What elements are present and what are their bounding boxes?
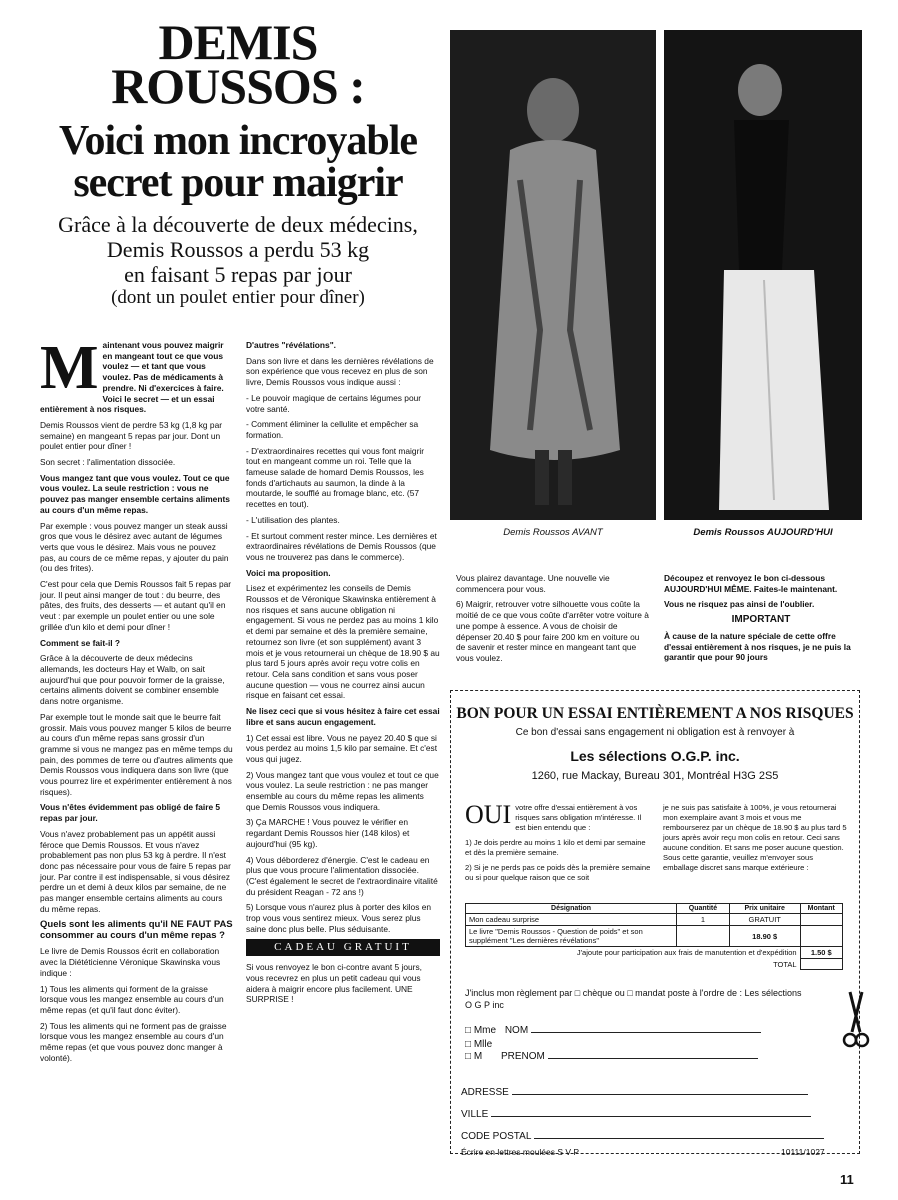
section-heading: Ne lisez ceci que si vous hésitez à faire cet essai libre et sans aucun engagement. <box>246 706 440 727</box>
table-cell: 1.50 $ <box>800 947 842 959</box>
numbered-item: 5) Lorsque vous n'aurez plus à porter des kilos en trop vous vous sentirez mieux. Vous serez plus saine donc plus belle. Plus séduisante. <box>246 902 432 934</box>
payment-text: J'inclus mon règlement par □ chèque ou □ mandat poste à l'ordre de : Les sélections O G P inc <box>465 988 802 1010</box>
order-coupon <box>450 690 860 1157</box>
gift-banner: CADEAU GRATUIT <box>246 939 440 956</box>
paragraph: Grâce à la découverte de deux médecins allemands, les docteurs Hay et Walb, on sait aujourd'hui que pour pouvoir former de la graisse, certains aliments doivent se combiner ensemble dans notre organisme. <box>40 653 225 707</box>
table-cell: TOTAL <box>773 959 797 969</box>
paragraph-bold: Vous mangez tant que vous voulez. Tout ce que vous voulez. La seule restriction : vous ne pouvez pas manger ensemble certains aliments au cours d'un même repas. <box>40 472 230 515</box>
photo-after <box>664 30 862 520</box>
article-column-1 <box>40 334 234 1068</box>
table-cell: 18.90 $ <box>729 926 800 947</box>
article-column-2 <box>246 340 440 1010</box>
total-cell[interactable] <box>800 959 842 970</box>
prenom-label: PRENOM <box>500 1051 545 1062</box>
paragraph: Par exemple tout le monde sait que le beurre fait grossir. Mais vous pouvez manger 5 kilos de beurre au cours d'un même repas sans grossir d'un gramme si vous ne mangez pas en même temps du pain, des pommes de terre ou d'autres aliments que Demis Roussos vous indiquera dans son livre (que vous pourrez lire et expérimenter entièrement à nos risques). <box>40 711 233 797</box>
table-cell[interactable] <box>800 914 842 926</box>
headline-name-line1: DEMIS <box>158 14 318 70</box>
paragraph: C'est pour cela que Demis Roussos fait 5 repas par jour. Il peut ainsi manger de tout : du beurre, des pâtes, des fruits, des desserts — et autant qu'il en veut : par exemple un poulet entier ou une sole grillée d'un kilo et demi pour dîner ! <box>40 579 232 632</box>
list-item: - Le pouvoir magique de certains légumes pour votre santé. <box>246 392 422 414</box>
intro-paragraph: aintenant vous pouvez maigrir en mangeant tout ce que vous voulez — et tant que vous voulez. Pas de médicaments à prendre. Ni d'exercices à faire. Voici le secret — et un essai entièrement à nos risques. <box>40 340 224 415</box>
checkbox-m[interactable]: □ M <box>465 1051 483 1062</box>
table-row <box>466 947 843 959</box>
dropcap: M <box>40 334 99 402</box>
coupon-right-text <box>663 803 849 878</box>
reference-code: 10111/1027 <box>781 1147 825 1157</box>
coupon-paragraph: 2) Si je ne perds pas ce poids dès la première semaine ou si pour quelque raison que ce soit <box>465 863 651 882</box>
code-postal-label: CODE POSTAL <box>461 1131 532 1142</box>
nom-field[interactable] <box>531 1032 761 1033</box>
important-heading: IMPORTANT <box>731 614 791 626</box>
paragraph: Par exemple : vous pouvez manger un steak aussi gros que vous le désirez avec autant de légumes verts que vous le désirez. Mais vous ne pouvez pas, au cours de ce même repas, y ajouter du pain (ou des frites). <box>40 520 229 574</box>
numbered-item: 2) Vous mangez tant que vous voulez et tout ce que vous voulez. La seule restriction : ne pas manger ensemble au cours du même repas les aliments que Demis Roussos vous indiquera. <box>246 769 439 812</box>
checkbox-mme[interactable]: □ Mme <box>465 1025 497 1036</box>
coupon-title: BON POUR UN ESSAI ENTIÈREMENT A NOS RISQUES <box>456 705 854 722</box>
list-item: - Comment éliminer la cellulite et empêcher sa formation. <box>246 419 419 440</box>
photo-after-figure <box>664 30 862 520</box>
numbered-item: 1) Cet essai est libre. Vous ne payez 20.40 $ que si vous perdez au moins 1,5 kilo par semaine. Et c'est vous qui jugez. <box>246 732 438 764</box>
ville-field[interactable] <box>491 1116 811 1117</box>
coupon-left-text <box>465 800 653 888</box>
nom-label: NOM <box>504 1025 529 1036</box>
article-column-3 <box>456 573 650 669</box>
cta-paragraph: Découpez et renvoyez le bon ci-dessous AUJOURD'HUI MÊME. Faites-le maintenant. <box>664 573 838 594</box>
table-cell: Mon cadeau surprise <box>466 914 677 926</box>
section-heading: Quels sont les aliments qu'il NE FAUT PAS consommer au cours d'un même repas ? <box>40 919 233 942</box>
paragraph: 1) Tous les aliments qui forment de la graisse lorsque vous les mangez ensemble au cours d'un même repas (et qu'il faut donc éviter). <box>40 983 224 1015</box>
photo-before-figure <box>450 30 656 520</box>
table-row <box>466 926 843 947</box>
section-heading: Voici ma proposition. <box>246 567 331 578</box>
coupon-paragraph: votre offre d'essai entièrement à vos risques sans obligation m'intéresse. Il est bien entendu que : <box>515 803 642 832</box>
checkbox-mlle[interactable]: □ Mlle <box>465 1039 493 1050</box>
table-cell: 1 <box>677 914 730 926</box>
subheadline-line1: Grâce à la découverte de deux médecins, <box>58 212 418 237</box>
paragraph-bold: À cause de la nature spéciale de cette offre d'essai entièrement à nos risques, je ne puis la garantir que pour 90 jours <box>664 630 851 663</box>
headline-title-line1: Voici mon incroyable <box>58 118 418 164</box>
paragraph: Demis Roussos vient de perdre 53 kg (1,8 kg par semaine) en mangeant 5 repas par jour. Dont un poulet entier pour dîner ! <box>40 419 223 452</box>
table-cell[interactable] <box>800 926 842 947</box>
paragraph: 2) Tous les aliments qui ne forment pas de graisse lorsque vous les mangez ensemble au cours d'un même repas (et que vous pouvez donc manger à volonté). <box>40 1020 227 1063</box>
adresse-field[interactable] <box>512 1094 808 1095</box>
paragraph: Lisez et expérimentez les conseils de Demis Roussos et de Véronique Skawinska entièrement à nos risques et sans aucune obligation ni engagement. Si vous ne perdez pas au moins 1 kilo et demi par semaine et dès la première semaine, retournez son livre (et son supplément) avant 3 mois et je vous retournerai un chèque de 18.90 $ au plus tard 5 jours après avoir reçu votre colis en retour. Cela sans condition et sans vous poser aucune question — vous ne courrez ainsi aucun risque en faisant cet essai. <box>246 583 440 701</box>
caption-after: Demis Roussos AUJOURD'HUI <box>693 527 833 538</box>
oui-word: OUI <box>465 800 512 829</box>
numbered-item: 3) Ça MARCHE ! Vous pouvez le vérifier en regardant Demis Roussos hier (148 kilos) et aujourd'hui (95 kg). <box>246 817 410 849</box>
list-item: - L'utilisation des plantes. <box>246 514 340 525</box>
adresse-label: ADRESSE <box>461 1087 509 1098</box>
numbered-item: 4) Vous déborderez d'énergie. C'est le cadeau en plus que vous procure l'alimentation dissociée. (C'est également le secret de l'extraordinaire vitalité du président Reagan - 72 ans !) <box>246 854 438 897</box>
paragraph: Si vous renvoyez le bon ci-contre avant 5 jours, vous recevrez en plus un petit cadeau qui vous aidera à maigrir encore plus facilement. UNE SURPRISE ! <box>246 962 422 1005</box>
coupon-company: Les sélections O.G.P. inc. <box>570 748 740 764</box>
adresse-row <box>461 1087 821 1098</box>
subheadline-line4: (dont un poulet entier pour dîner) <box>111 287 365 308</box>
coupon-paragraph: 1) Je dois perdre au moins 1 kilo et demi par semaine et dès la première semaine. <box>465 838 646 857</box>
table-header: Désignation <box>466 904 677 914</box>
article-column-4 <box>664 573 858 668</box>
table-row <box>466 959 843 970</box>
scissors-icon <box>842 990 870 1050</box>
name-fields <box>465 1025 805 1065</box>
code-postal-row <box>461 1131 841 1142</box>
subheadline-line3: en faisant 5 repas par jour <box>124 262 352 287</box>
headline-title-line2: secret pour maigrir <box>73 160 403 206</box>
ecrire-note: Écrire en lettres moulées S V P <box>461 1147 580 1157</box>
section-heading: Vous n'êtes évidemment pas obligé de faire 5 repas par jour. <box>40 802 221 824</box>
paragraph: Dans son livre et dans les dernières révélations de son expérience que vous recevez en plus de son livre, Demis Roussos vous indique aussi : <box>246 355 434 388</box>
table-header-row <box>466 904 843 914</box>
headline-name-line2: ROUSSOS : <box>111 58 365 114</box>
ville-row <box>461 1109 821 1120</box>
caption-before: Demis Roussos AVANT <box>503 527 603 538</box>
numbered-item: 6) Maigrir, retrouver votre silhouette vous coûte la moitié de ce que vous coûte d'arrêter votre voiture à une pompe à essence. A vous de choisir de dépenser 20.40 $ pour faire 200 km en voiture ou de savenir et rester mince en mangeant tant que vous voulez. <box>456 599 649 663</box>
table-cell[interactable] <box>677 926 730 947</box>
page-number: 11 <box>840 1172 854 1187</box>
section-heading: D'autres "révélations". <box>246 340 336 350</box>
coupon-address: 1260, rue Mackay, Bureau 301, Montréal H3G 2S5 <box>531 770 779 782</box>
table-row <box>466 914 843 926</box>
subheadline-line2: Demis Roussos a perdu 53 kg <box>106 237 370 262</box>
list-item: - D'extraordinaires recettes qui vous font maigrir tout en mangeant comme un roi. Telle que la fameuse salade de homard Demis Roussos, les fonds d'artichauts au saumon, la dinde à la moutarde, le soufflé au fromage blanc, etc. (57 recettes en tout). <box>246 445 425 510</box>
table-cell: Le livre "Demis Roussos - Question de poids" et son supplément "Les dernières révélations" <box>466 926 677 947</box>
table-header: Prix unitaire <box>729 904 800 914</box>
ville-label: VILLE <box>461 1109 489 1120</box>
paragraph: Vous plairez davantage. Une nouvelle vie commencera pour vous. <box>456 573 610 594</box>
section-heading: Comment se fait-il ? <box>40 637 121 648</box>
table-header: Montant <box>800 904 842 914</box>
order-table <box>465 903 843 970</box>
code-postal-field[interactable] <box>534 1138 824 1139</box>
table-cell: GRATUIT <box>729 914 800 926</box>
table-header: Quantité <box>677 904 730 914</box>
list-item: - Et surtout comment rester mince. Les dernières et extraordinaires révélations de Demis Roussos (que vous ne trouverez pas dans le commerce). <box>246 530 437 562</box>
paragraph: Vous n'avez probablement pas un appétit aussi féroce que Demis Roussos. Et vous n'avez probablement pas non plus 53 kg à perdre. Il n'est donc pas nécessaire pour vous de faire 5 repas par jour. Par contre il est indispensable, si vous désirez perdre un et demi à deux kilos par semaine, de ne pas manger ensemble certains aliments au cours du même repas. <box>40 828 231 914</box>
prenom-field[interactable] <box>548 1058 758 1059</box>
table-cell: J'ajoute pour participation aux frais de manutention et d'expédition <box>576 948 797 958</box>
headline <box>40 14 436 308</box>
paragraph: Son secret : l'alimentation dissociée. <box>40 457 176 468</box>
paragraph: Le livre de Demis Roussos écrit en collaboration avec la Diététicienne Véronique Skawinska vous indique : <box>40 946 221 978</box>
coupon-subtitle: Ce bon d'essai sans engagement ni obligation est à renvoyer à <box>515 727 795 738</box>
coupon-paragraph: je ne suis pas satisfaite à 100%, je vous retournerai mon exemplaire avant 3 mois et vous me rembourserez par un chèque de 18.90 $ au plus tard 5 jours après avoir reçu mon colis en retour. Ceci sans aucune condition. Et sans me poser aucune question. Sous cette garantie, veuillez m'envoyer sous emballage discret sans marque extérieure : <box>663 803 847 872</box>
paragraph-bold: Vous ne risquez pas ainsi de l'oublier. <box>664 599 815 610</box>
photo-before <box>450 30 656 520</box>
